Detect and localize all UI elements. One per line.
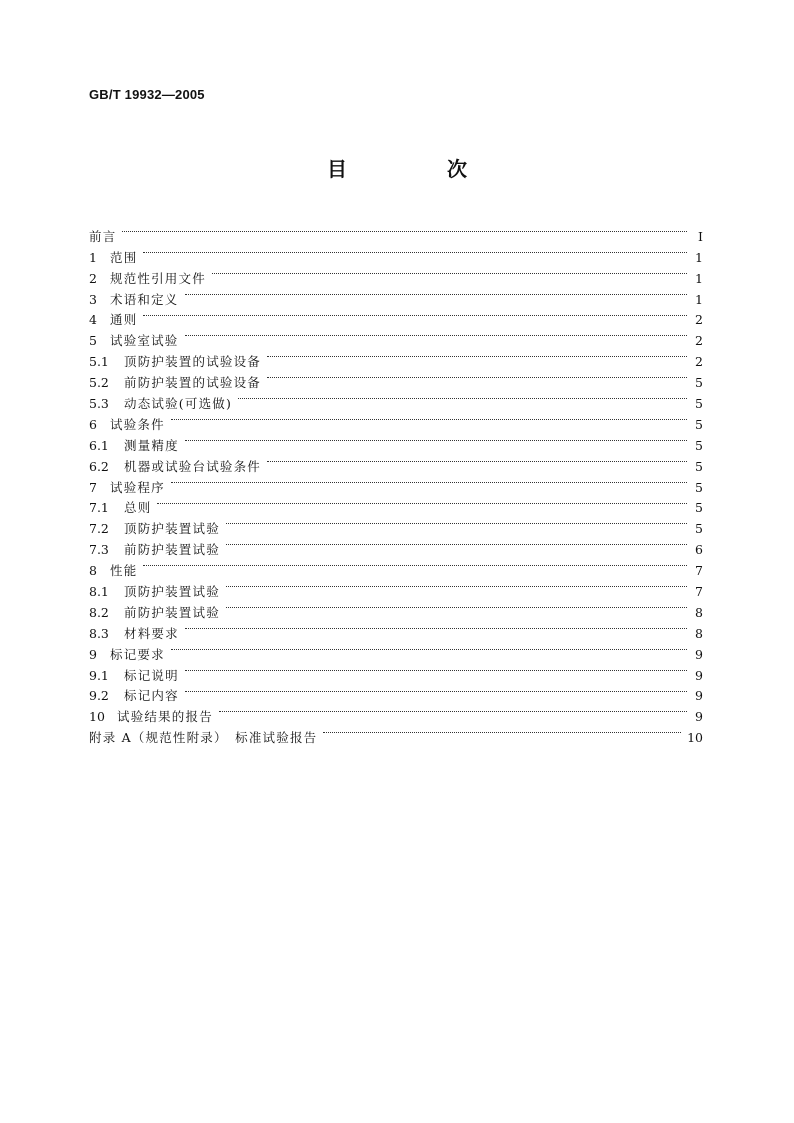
toc-entry-page: 8 (695, 604, 703, 620)
toc-entry-page: 5 (695, 375, 703, 391)
toc-entry-page: 6 (695, 542, 703, 558)
toc-entry[interactable] (89, 220, 703, 244)
standard-code: GB/T 19932—2005 (89, 87, 205, 102)
toc-entry-page: 1 (695, 291, 703, 307)
toc-entry-number: 8 (89, 563, 97, 579)
toc-dot-leader (143, 554, 687, 575)
toc-entry-page: 5 (695, 458, 703, 474)
toc-entry[interactable] (89, 700, 703, 725)
toc-entry[interactable] (89, 659, 703, 683)
toc-dot-leader (226, 575, 687, 596)
toc-entry-page: 2 (695, 333, 703, 349)
toc-dot-leader (143, 304, 687, 325)
toc-entry-number: 7 (89, 479, 97, 495)
toc-dot-leader (122, 220, 687, 241)
toc-title: 目 次 (327, 157, 507, 181)
toc-dot-leader (185, 283, 687, 304)
toc-entry-number: 6.2 (89, 458, 109, 474)
toc-entry-label: 试验室试验 (110, 333, 179, 349)
toc-entry-label: 前言 (89, 228, 117, 244)
toc-entry-page: 5 (695, 521, 703, 537)
toc-entry[interactable] (89, 575, 703, 600)
toc-entry-label: 试验结果的报告 (117, 709, 213, 725)
toc-entry-page: 1 (695, 270, 703, 286)
toc-entry-label: 试验条件 (110, 416, 165, 432)
toc-entry-number: 2 (89, 270, 97, 286)
toc-entry-page: 5 (695, 437, 703, 453)
table-of-contents (89, 220, 703, 746)
toc-entry-number: 7.3 (89, 542, 109, 558)
toc-entry-label: 前防护装置的试验设备 (124, 375, 262, 391)
toc-entry-number: 3 (89, 291, 97, 307)
toc-entry-label: 机器或试验台试验条件 (124, 458, 262, 474)
toc-entry-label: 总则 (124, 500, 152, 516)
toc-entry[interactable] (89, 408, 703, 432)
toc-entry[interactable] (89, 680, 703, 704)
toc-entry-number: 8.3 (89, 625, 109, 641)
toc-entry[interactable] (89, 429, 703, 453)
toc-entry[interactable] (89, 241, 703, 265)
toc-entry[interactable] (89, 450, 703, 474)
toc-entry-number: 5.3 (89, 396, 109, 412)
toc-entry[interactable] (89, 492, 703, 516)
toc-entry-label: 通则 (110, 312, 138, 328)
toc-entry-number: 8.2 (89, 604, 109, 620)
toc-entry-page: 5 (695, 416, 703, 432)
toc-entry-number: 5 (89, 333, 97, 349)
toc-entry-number: 5.1 (89, 354, 109, 370)
toc-dot-leader (185, 617, 687, 638)
toc-entry-number: 6.1 (89, 437, 109, 453)
toc-dot-leader (171, 471, 687, 492)
toc-entry-page: 8 (695, 625, 703, 641)
toc-entry-number: 5.2 (89, 375, 109, 391)
toc-dot-leader (185, 429, 687, 450)
toc-entry-label: 试验程序 (110, 479, 165, 495)
toc-dot-leader (157, 492, 687, 513)
toc-entry[interactable] (89, 304, 703, 328)
toc-entry-number: 6 (89, 416, 97, 432)
toc-dot-leader (267, 345, 687, 366)
toc-entry-page: 9 (695, 667, 703, 683)
toc-dot-leader (238, 387, 687, 408)
toc-entry-label: 顶防护装置试验 (124, 584, 220, 600)
toc-entry-page: 5 (695, 396, 703, 412)
toc-dot-leader (185, 659, 687, 680)
toc-entry[interactable] (89, 345, 703, 370)
toc-entry-label: 标记说明 (124, 667, 179, 683)
toc-entry-number: 1 (89, 249, 97, 265)
toc-dot-leader (267, 366, 687, 387)
toc-entry-label: 范围 (110, 249, 138, 265)
toc-entry-number: 4 (89, 312, 97, 328)
toc-entry-page: 2 (695, 312, 703, 328)
toc-entry-page: 9 (695, 688, 703, 704)
toc-entry[interactable] (89, 512, 703, 537)
toc-entry-page: 9 (695, 646, 703, 662)
toc-entry-label: 性能 (110, 563, 138, 579)
toc-entry-number: 9.1 (89, 667, 109, 683)
toc-dot-leader (323, 721, 681, 742)
toc-entry-label: 测量精度 (124, 437, 179, 453)
toc-dot-leader (267, 450, 687, 471)
toc-entry-page: 1 (695, 249, 703, 265)
toc-entry-label: 标记要求 (110, 646, 165, 662)
toc-entry-page: 2 (695, 354, 703, 370)
toc-entry-label: 顶防护装置的试验设备 (124, 354, 262, 370)
toc-entry-page: 7 (695, 584, 703, 600)
toc-dot-leader (171, 638, 687, 659)
toc-entry-page: 9 (695, 709, 703, 725)
toc-entry-page: 10 (687, 730, 703, 746)
toc-entry-label: 动态试验(可选做) (124, 396, 233, 412)
toc-entry-page: 7 (695, 563, 703, 579)
toc-entry-label: 术语和定义 (110, 291, 179, 307)
toc-entry[interactable] (89, 638, 703, 662)
toc-entry-page: 5 (695, 479, 703, 495)
toc-dot-leader (143, 241, 687, 262)
toc-entry[interactable] (89, 554, 703, 579)
toc-entry-number: 10 (89, 709, 105, 725)
toc-entry-label: 规范性引用文件 (110, 270, 206, 286)
toc-entry-label: 标记内容 (124, 688, 179, 704)
toc-dot-leader (226, 596, 687, 617)
toc-entry-number: 9.2 (89, 688, 109, 704)
toc-dot-leader (212, 262, 687, 283)
toc-entry-label: 顶防护装置试验 (124, 521, 220, 537)
toc-entry[interactable] (89, 471, 703, 495)
toc-entry-label: 材料要求 (124, 625, 179, 641)
toc-entry-number: 7.1 (89, 500, 109, 516)
toc-entry-page: Ⅰ (698, 228, 703, 244)
toc-entry-label: 附录 A（规范性附录） 标准试验报告 (89, 730, 318, 746)
toc-dot-leader (219, 700, 687, 721)
toc-entry[interactable] (89, 324, 703, 349)
toc-entry-label: 前防护装置试验 (124, 604, 220, 620)
toc-entry-number: 9 (89, 646, 97, 662)
toc-dot-leader (185, 680, 687, 701)
toc-dot-leader (226, 533, 687, 554)
toc-entry-label: 前防护装置试验 (124, 542, 220, 558)
toc-entry[interactable] (89, 262, 703, 286)
toc-dot-leader (171, 408, 687, 429)
toc-entry-number: 7.2 (89, 521, 109, 537)
toc-entry-page: 5 (695, 500, 703, 516)
toc-dot-leader (226, 512, 687, 533)
toc-entry-number: 8.1 (89, 584, 109, 600)
toc-dot-leader (185, 324, 687, 345)
